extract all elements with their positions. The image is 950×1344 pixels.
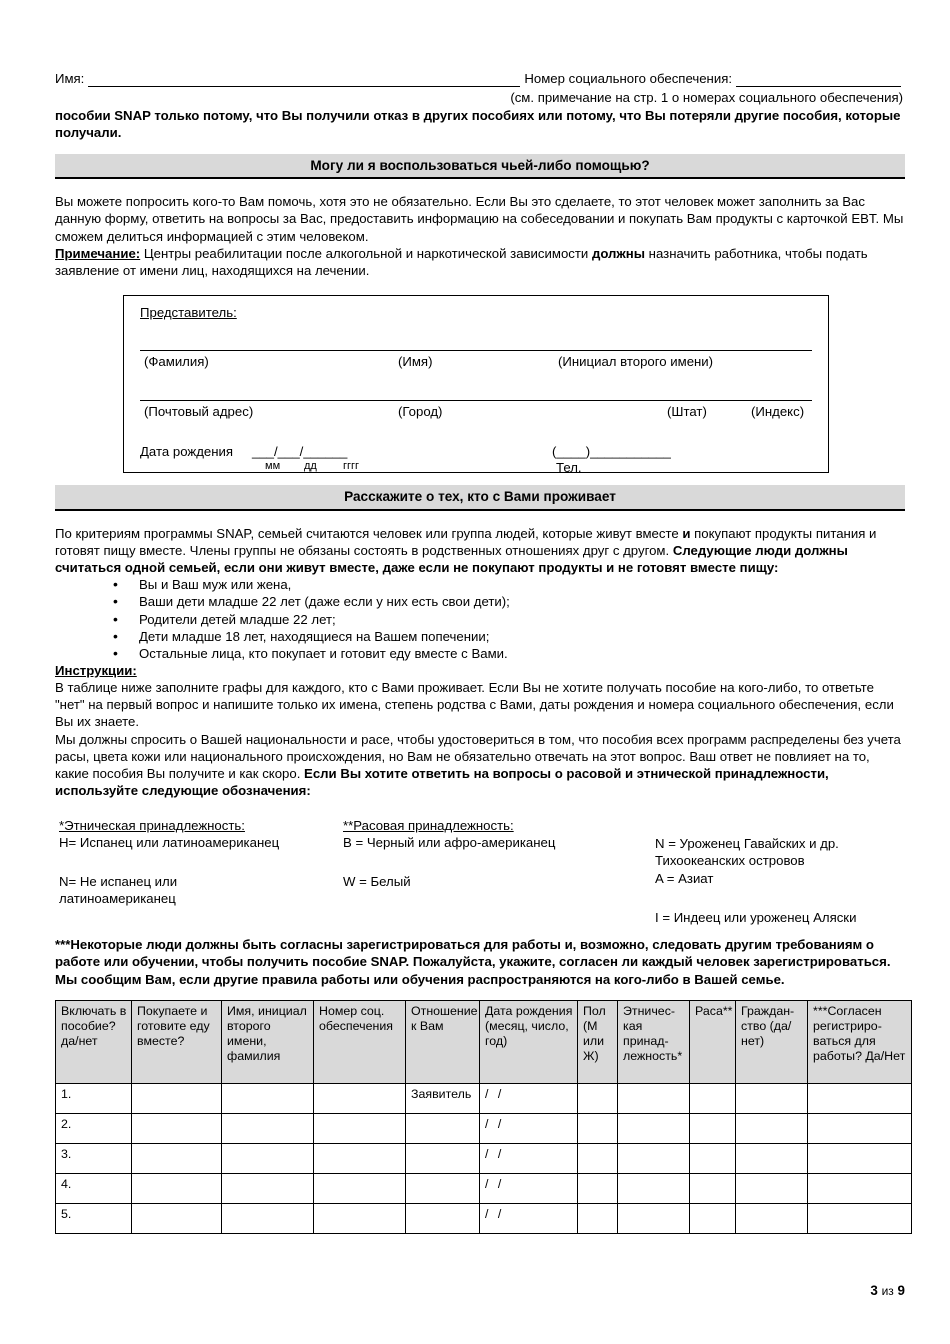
legend-ethnicity-n-line2: латиноамериканец: [59, 890, 176, 906]
cell-name[interactable]: [222, 1173, 314, 1203]
cell-buy-cook[interactable]: [132, 1203, 222, 1233]
cell-sex[interactable]: [578, 1173, 618, 1203]
legend-race-w: W = Белый: [343, 873, 411, 889]
dob-yyyy-label: гггг: [343, 460, 360, 473]
representative-address-line[interactable]: [140, 399, 812, 401]
cell-relationship[interactable]: [406, 1113, 480, 1143]
cell-name[interactable]: [222, 1083, 314, 1113]
cell-work-reg[interactable]: [808, 1113, 912, 1143]
section-banner-help: Могу ли я воспользоваться чьей-либо помощью?: [55, 154, 905, 180]
intro-bold-rule: Следующие люди должны считаться одной семьей, если они живут вместе, даже если не покупают продукты и не готовят вместе пищу:: [55, 542, 848, 576]
cell-ethnicity[interactable]: [618, 1113, 690, 1143]
note-bold-word: должны: [591, 245, 646, 261]
legend-ethnicity-h: H= Испанец или латиноамериканец: [59, 835, 280, 851]
instructions-block: [55, 662, 905, 799]
representative-title: Представитель:: [140, 305, 237, 321]
legend-column-race: [343, 817, 643, 889]
cell-ssn[interactable]: [314, 1113, 406, 1143]
list-item: • Ваши дети младше 22 лет (даже если у них есть свои дети);: [113, 593, 905, 610]
cell-race[interactable]: [690, 1203, 736, 1233]
cell-citizenship[interactable]: [736, 1083, 808, 1113]
legend-spacer: [655, 817, 945, 835]
cell-dob[interactable]: / /: [480, 1203, 578, 1233]
footer-page-current: 3: [870, 1283, 878, 1299]
page-header-fields: [55, 70, 905, 87]
instructions-p2-bold: Если Вы хотите ответить на вопросы о расовой и этнической принадлежности, используйте следующие обозначения:: [55, 765, 829, 799]
cell-ssn[interactable]: [314, 1083, 406, 1113]
phone-input-slots[interactable]: (____)___________: [552, 444, 671, 460]
cell-sex[interactable]: [578, 1083, 618, 1113]
cell-row-number: 4.: [56, 1173, 132, 1203]
cell-dob[interactable]: / /: [480, 1143, 578, 1173]
cell-work-reg[interactable]: [808, 1143, 912, 1173]
ssn-label: Номер социального обеспечения:: [524, 71, 732, 86]
representative-address-labels: [140, 403, 812, 421]
cell-work-reg[interactable]: [808, 1083, 912, 1113]
cell-relationship[interactable]: Заявитель: [406, 1083, 480, 1113]
legend-ethnicity-header: *Этническая принадлежность:: [59, 818, 245, 834]
label-first-name: (Имя): [398, 354, 433, 370]
dob-mm-label: мм: [265, 460, 281, 473]
cell-relationship[interactable]: [406, 1203, 480, 1233]
column-header-include: Включать в пособие? да/нет: [56, 1000, 132, 1083]
help-note-paragraph: [55, 245, 905, 279]
legend-race-b: B = Черный или афро-американец: [343, 835, 556, 851]
ssn-input-line[interactable]: [736, 75, 901, 87]
intro-text-2: покупают продукты питания и готовят пищу вместе. Члены группы не обязаны состоять в родственных отношениях друг с другом.: [55, 525, 877, 558]
label-middle-initial: (Инициал второго имени): [558, 354, 714, 370]
list-item: • Родители детей младше 22 лет;: [113, 611, 905, 628]
column-header-race: Раса**: [690, 1000, 736, 1083]
representative-name-labels: [140, 353, 812, 371]
cell-dob[interactable]: / /: [480, 1113, 578, 1143]
dob-input-slots[interactable]: ___/___/______: [252, 444, 348, 460]
continuation-paragraph: пособии SNAP только потому, что Вы получили отказ в других пособиях или потому, что Вы потеряли другие пособия, которые получали.: [55, 108, 901, 141]
cell-ssn[interactable]: [314, 1173, 406, 1203]
cell-ssn[interactable]: [314, 1143, 406, 1173]
cell-ethnicity[interactable]: [618, 1143, 690, 1173]
table-row: [56, 1083, 912, 1113]
table-row: [56, 1203, 912, 1233]
column-header-ethnicity: Этничес-кая принад-лежность*: [618, 1000, 690, 1083]
cell-ethnicity[interactable]: [618, 1173, 690, 1203]
legend-race-n-line2: Тихоокеанских островов: [655, 853, 805, 869]
help-paragraph: Вы можете попросить кого-то Вам помочь, хотя это не обязательно. Если Вы это сделаете, то этот человек может заполнить за Вас данную форму, ответить на вопросы за Вас, предоставить информацию на собеседовании и покупать Вам продукты с карточкой EBT. Мы сможем делиться информацией с этим человеком.: [55, 194, 904, 244]
instructions-paragraph-2: [55, 731, 905, 800]
section-banner-household: Расскажите о тех, кто с Вами проживает: [55, 485, 905, 511]
instructions-paragraph-1: В таблице ниже заполните графы для каждого, кто с Вами проживает. Если Вы не хотите получать пособие на кого-либо, то ответьте "нет" на первый вопрос и напишите только их имена, степень родства с Вами, даты рождения и номера социального обеспечения, если Вы их знаете.: [55, 680, 894, 730]
cell-race[interactable]: [690, 1173, 736, 1203]
cell-buy-cook[interactable]: [132, 1113, 222, 1143]
name-input-line[interactable]: [88, 75, 520, 87]
table-row: [56, 1173, 912, 1203]
household-table: [55, 1000, 912, 1234]
column-header-buy-cook: Покупаете и готовите еду вместе?: [132, 1000, 222, 1083]
cell-race[interactable]: [690, 1083, 736, 1113]
column-header-name: Имя, инициал второго имени, фамилия: [222, 1000, 314, 1083]
legend-column-race-continued: [655, 817, 945, 926]
legend-ethnicity-n-line1: N= Не испанец или: [59, 873, 178, 889]
footer-page-total: 9: [897, 1283, 905, 1299]
dob-dd-label: дд: [304, 460, 317, 473]
table-row: [56, 1113, 912, 1143]
legend-race-a: A = Азиат: [655, 870, 714, 886]
legend-column-ethnicity: [59, 817, 339, 907]
work-registration-note: ***Некоторые люди должны быть согласны зарегистрироваться для работы и, возможно, следовать другим требованиям о работе или обучении, чтобы получить пособие SNAP. Пожалуйста, укажите, согласен ли каждый человек зарегистрироваться. Мы сообщим Вам, если другие правила работы или обучения распространяются на кого-либо в Вашей семье.: [55, 937, 891, 987]
note-text-2: назначить работника, чтобы подать заявление от имени лиц, находящихся на лечении.: [55, 245, 868, 278]
column-header-relationship: Отношение к Вам: [406, 1000, 480, 1083]
household-intro-paragraph: [55, 525, 905, 576]
cell-relationship[interactable]: [406, 1143, 480, 1173]
label-last-name: (Фамилия): [144, 354, 209, 370]
table-row: [56, 1143, 912, 1173]
list-item: • Дети младше 18 лет, находящиеся на Вашем попечении;: [113, 628, 905, 645]
footer-page-of: из: [881, 1284, 894, 1299]
note-text-1: Центры реабилитации после алкогольной и наркотической зависимости: [140, 245, 592, 261]
cell-row-number: 1.: [56, 1083, 132, 1113]
cell-citizenship[interactable]: [736, 1203, 808, 1233]
column-header-ssn: Номер соц. обеспечения: [314, 1000, 406, 1083]
note-label: Примечание:: [55, 245, 141, 261]
label-zip: (Индекс): [751, 404, 805, 420]
cell-relationship[interactable]: [406, 1173, 480, 1203]
cell-sex[interactable]: [578, 1113, 618, 1143]
cell-name[interactable]: [222, 1113, 314, 1143]
column-header-citizenship: Граждан-ство (да/нет): [736, 1000, 808, 1083]
cell-sex[interactable]: [578, 1143, 618, 1173]
table-header-row: [56, 1000, 912, 1083]
representative-box: [123, 295, 829, 476]
page-footer: [870, 1282, 905, 1300]
cell-row-number: 5.: [56, 1203, 132, 1233]
instructions-p2-text: Мы должны спросить о Вашей национальности и расе, чтобы удостовериться в том, что пособия всех программ распределены без учета расы, цвета кожи или национального происхождения, но Вам не обязательно отвечать на этот вопрос. Ваш ответ не повлияет на то, какие пособия Вы получите и как скоро.: [55, 731, 901, 781]
cell-row-number: 3.: [56, 1143, 132, 1173]
column-header-dob: Дата рождения (месяц, число, год): [480, 1000, 578, 1083]
cell-race[interactable]: [690, 1143, 736, 1173]
cell-dob[interactable]: / /: [480, 1083, 578, 1113]
cell-row-number: 2.: [56, 1113, 132, 1143]
column-header-work-reg: ***Согласен регистриро-ваться для работы? Да/Нет: [808, 1000, 912, 1083]
column-header-sex: Пол (М или Ж): [578, 1000, 618, 1083]
cell-citizenship[interactable]: [736, 1143, 808, 1173]
ssn-note: (см. примечание на стр. 1 о номерах социального обеспечения): [510, 90, 903, 106]
cell-work-reg[interactable]: [808, 1203, 912, 1233]
representative-name-line[interactable]: [140, 349, 812, 351]
cell-work-reg[interactable]: [808, 1173, 912, 1203]
legend-race-n-line1: N = Уроженец Гавайских и др.: [655, 836, 839, 852]
label-state: (Штат): [667, 404, 707, 420]
cell-name[interactable]: [222, 1203, 314, 1233]
legend-race-i: I = Индеец или уроженец Аляски: [655, 909, 857, 925]
cell-buy-cook[interactable]: [132, 1173, 222, 1203]
household-definition-list: [55, 576, 905, 662]
legend-race-header: **Расовая принадлежность:: [343, 818, 514, 834]
intro-bold-i: и: [682, 525, 691, 541]
representative-dob-phone-row: [140, 443, 812, 477]
label-date-of-birth: Дата рождения: [140, 444, 234, 460]
cell-citizenship[interactable]: [736, 1113, 808, 1143]
cell-ethnicity[interactable]: [618, 1203, 690, 1233]
label-mailing-address: (Почтовый адрес): [144, 404, 254, 420]
cell-dob[interactable]: / /: [480, 1173, 578, 1203]
cell-sex[interactable]: [578, 1203, 618, 1233]
intro-text-1: По критериям программы SNAP, семьей считаются человек или группа людей, которые живут вместе: [55, 525, 683, 541]
cell-citizenship[interactable]: [736, 1173, 808, 1203]
cell-ethnicity[interactable]: [618, 1083, 690, 1113]
cell-name[interactable]: [222, 1143, 314, 1173]
ethnicity-race-legend: [55, 817, 905, 935]
list-item: • Остальные лица, кто покупает и готовит еду вместе с Вами.: [113, 645, 905, 662]
list-item: • Вы и Ваш муж или жена,: [113, 576, 905, 593]
phone-label: Тел.: [556, 460, 582, 476]
label-city: (Город): [398, 404, 443, 420]
cell-buy-cook[interactable]: [132, 1083, 222, 1113]
name-label: Имя:: [55, 71, 85, 86]
instructions-label: Инструкции:: [55, 663, 137, 678]
cell-race[interactable]: [690, 1113, 736, 1143]
cell-buy-cook[interactable]: [132, 1143, 222, 1173]
cell-ssn[interactable]: [314, 1203, 406, 1233]
